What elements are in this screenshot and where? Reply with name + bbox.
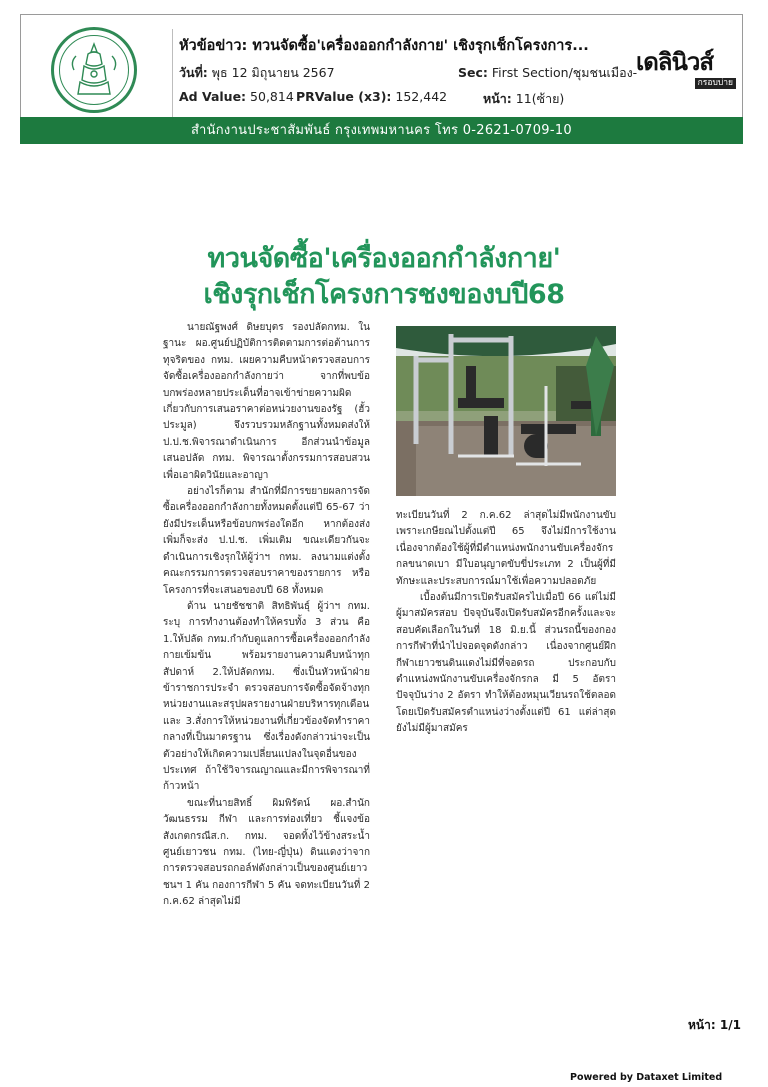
pr-value: 152,442: [395, 89, 448, 104]
pr-office-banner: สำนักงานประชาสัมพันธ์ กรุงเทพมหานคร โทร 0-2621-0709-10: [20, 117, 743, 144]
dailynews-logo: [636, 49, 746, 89]
date-value: พุธ 12 มิถุนายน 2567: [211, 65, 335, 80]
date-row: [179, 63, 335, 83]
article-left-column: [163, 320, 370, 911]
logo-edition: กรอบบ่าย: [695, 78, 736, 89]
pr-value-label: PRValue (x3):: [296, 89, 392, 104]
paragraph: ขณะที่นายสิทธิ์ ผิมพิรัตน์ ผอ.สำนักวัฒนธรรม กีฬา และการท่องเที่ยว ชี้แจงข้อสังเกตกรณีส.ก. กทม. จอดทิ้งไว้ข้างสระน้ำศูนย์เยาวชน กทม. (ไทย-ญี่ปุ่น) ดินแดงว่าจากการตรวจสอบรถกอล์ฟดังกล่าวเป็นของศูนย์เยาวชนฯ 1 คัน กองการกีฬา 5 คัน จดทะเบียนวันที่ 2 ก.ค.62 ล่าสุดไม่มี: [163, 797, 370, 908]
page-counter-value: 1/1: [719, 1018, 741, 1032]
news-clip-header: [20, 14, 743, 118]
page-counter: [688, 1016, 741, 1035]
page-label: หน้า:: [483, 91, 512, 106]
title-value: ทวนจัดซื้อ'เครื่องออกกำลังกาย' เชิงรุกเช็กโครงการ...: [252, 38, 589, 54]
article-right-column: [396, 508, 616, 738]
title-label: หัวข้อข่าว:: [179, 38, 248, 54]
header-divider: [172, 29, 173, 119]
ad-value-label: Ad Value:: [179, 89, 247, 104]
paragraph: ด้าน นายชัชชาติ สิทธิพันธุ์ ผู้ว่าฯ กทม. ระบุ การทำงานต้องทำให้ครบทั้ง 3 ส่วน คือ 1.ให้ปลัด กทม.กำกับดูแลการซื้อเครื่องออกกำลังกายเข้มข้น พร้อมรายงานความคืบหน้าทุกสัปดาห์ 2.ให้ปลัดกทม. ซึ่งเป็นหัวหน้าฝ่ายข้าราชการประจำ ตรวจสอบการจัดซื้อจัดจ้างทุกหน่วยงานและสรุปผลรายงานฝ่ายบริหารทุกเดือน และ 3.สั่งการให้หน่วยงานที่เกี่ยวข้องจัดทำราคากลางที่เป็นมาตรฐาน ซึ่งเรื่องดังกล่าวน่าจะเป็นตัวอย่างให้เกิดความเปลี่ยนแปลงในจุดอื่นของประเทศ ถ้าใช้วิจารณญาณและมีการพิจารณาที่ก้าวหน้า: [163, 600, 370, 793]
bangkok-seal-icon: [51, 27, 137, 113]
page-value: 11(ซ้าย): [515, 91, 565, 106]
powered-by: Powered by Dataxet Limited: [570, 1072, 723, 1083]
headline-row: [179, 34, 589, 57]
section-row: [458, 63, 637, 83]
paragraph: นายณัฐพงศ์ ดิษยบุตร รองปลัดกทม. ในฐานะ ผอ.ศูนย์ปฏิบัติการติดตามการต่อต้านการทุจริตของ กทม. เผยความคืบหน้าตรวจสอบการจัดซื้อเครื่องออกกำลังกายว่า จากที่พบข้อบกพร่องหลายประเด็นที่อาจเข้าข่ายความผิดเกี่ยวกับการเสนอราคาต่อหน่วยงานของรัฐ (ฮั้วประมูล) จึงรวบรวมหลักฐานทั้งหมดส่งให้ ป.ป.ช.พิจารณาดำเนินการ อีกส่วนนำข้อมูลเสนอปลัด กทม. พิจารณาตั้งกรรมการสอบสวนเพื่อเอาผิดวินัยและอาญา: [163, 322, 370, 481]
pr-value-row: [296, 89, 447, 104]
ad-value: 50,814: [250, 89, 294, 104]
paragraph: อย่างไรก็ตาม สำนักที่มีการขยายผลการจัดซื้อเครื่องออกกำลังกายทั้งหมดตั้งแต่ปี 65-67 ว่ายังมีประเด็นหรือข้อบกพร่องใดอีก หากต้องส่งเพิ่มก็จะส่ง ป.ป.ช. เพิ่มเติม ขณะเดียวกันจะดำเนินการเชิงรุกให้ผู้ว่าฯ กทม. ลงนามแต่งตั้งคณะกรรมการตรวจสอบราคาของรายการ หรือโครงการที่จะเสนอของบปี 68 ทั้งหมด: [163, 486, 370, 596]
ad-value-row: [179, 89, 294, 104]
page-row: [483, 89, 564, 109]
date-label: วันที่:: [179, 65, 208, 80]
gym-equipment-photo: [396, 326, 616, 496]
paragraph: เบื้องต้นมีการเปิดรับสมัครไปเมื่อปี 66 แต่ไม่มีผู้มาสมัครสอบ ปัจจุบันจึงเปิดรับสมัครอีกครั้งและจะสอบคัดเลือกในวันที่ 18 มิ.ย.นี้ ส่วนรถนี้ของกองการกีฬาที่นำไปจอดจุดดังกล่าว เนื่องจากศูนย์ฝึกกีฬาเยาวชนดินแดงไม่มีที่จอดรถ ประกอบกับตำแหน่งพนักงานขับเครื่องจักรกล มี 5 อัตรา ปัจจุบันว่าง 2 อัตรา ทำให้ต้องหมุนเวียนรถใช้ตลอด โดยเปิดรับสมัครตำแหน่งว่างตั้งแต่ปี 61 แต่ล่าสุดยังไม่มีผู้มาสมัคร: [396, 592, 616, 735]
page-counter-label: หน้า:: [688, 1018, 716, 1032]
section-label: Sec:: [458, 65, 488, 80]
article-headline-line1: ทวนจัดซื้อ'เครื่องออกกำลังกาย': [207, 243, 561, 274]
article-headline-line2: เชิงรุกเช็กโครงการชงของบปี68: [203, 279, 565, 310]
logo-text: เดลินิวส์: [636, 48, 714, 76]
paragraph: ทะเบียนวันที่ 2 ก.ค.62 ล่าสุดไม่มีพนักงานขับเพราะเกษียณไปตั้งแต่ปี 65 จึงไม่มีการใช้งาน เนื่องจากต้องใช้ผู้ที่มีตำแหน่งพนักงานขับเครื่องจักรกลขนาดเบา มีใบอนุญาตขับขี่ประเภท 2 เป็นผู้ที่มีทักษะและประสบการณ์มาใช้เพื่อความปลอดภัย: [396, 510, 616, 587]
section-value: First Section/ชุมชนเมือง-: [491, 65, 638, 80]
